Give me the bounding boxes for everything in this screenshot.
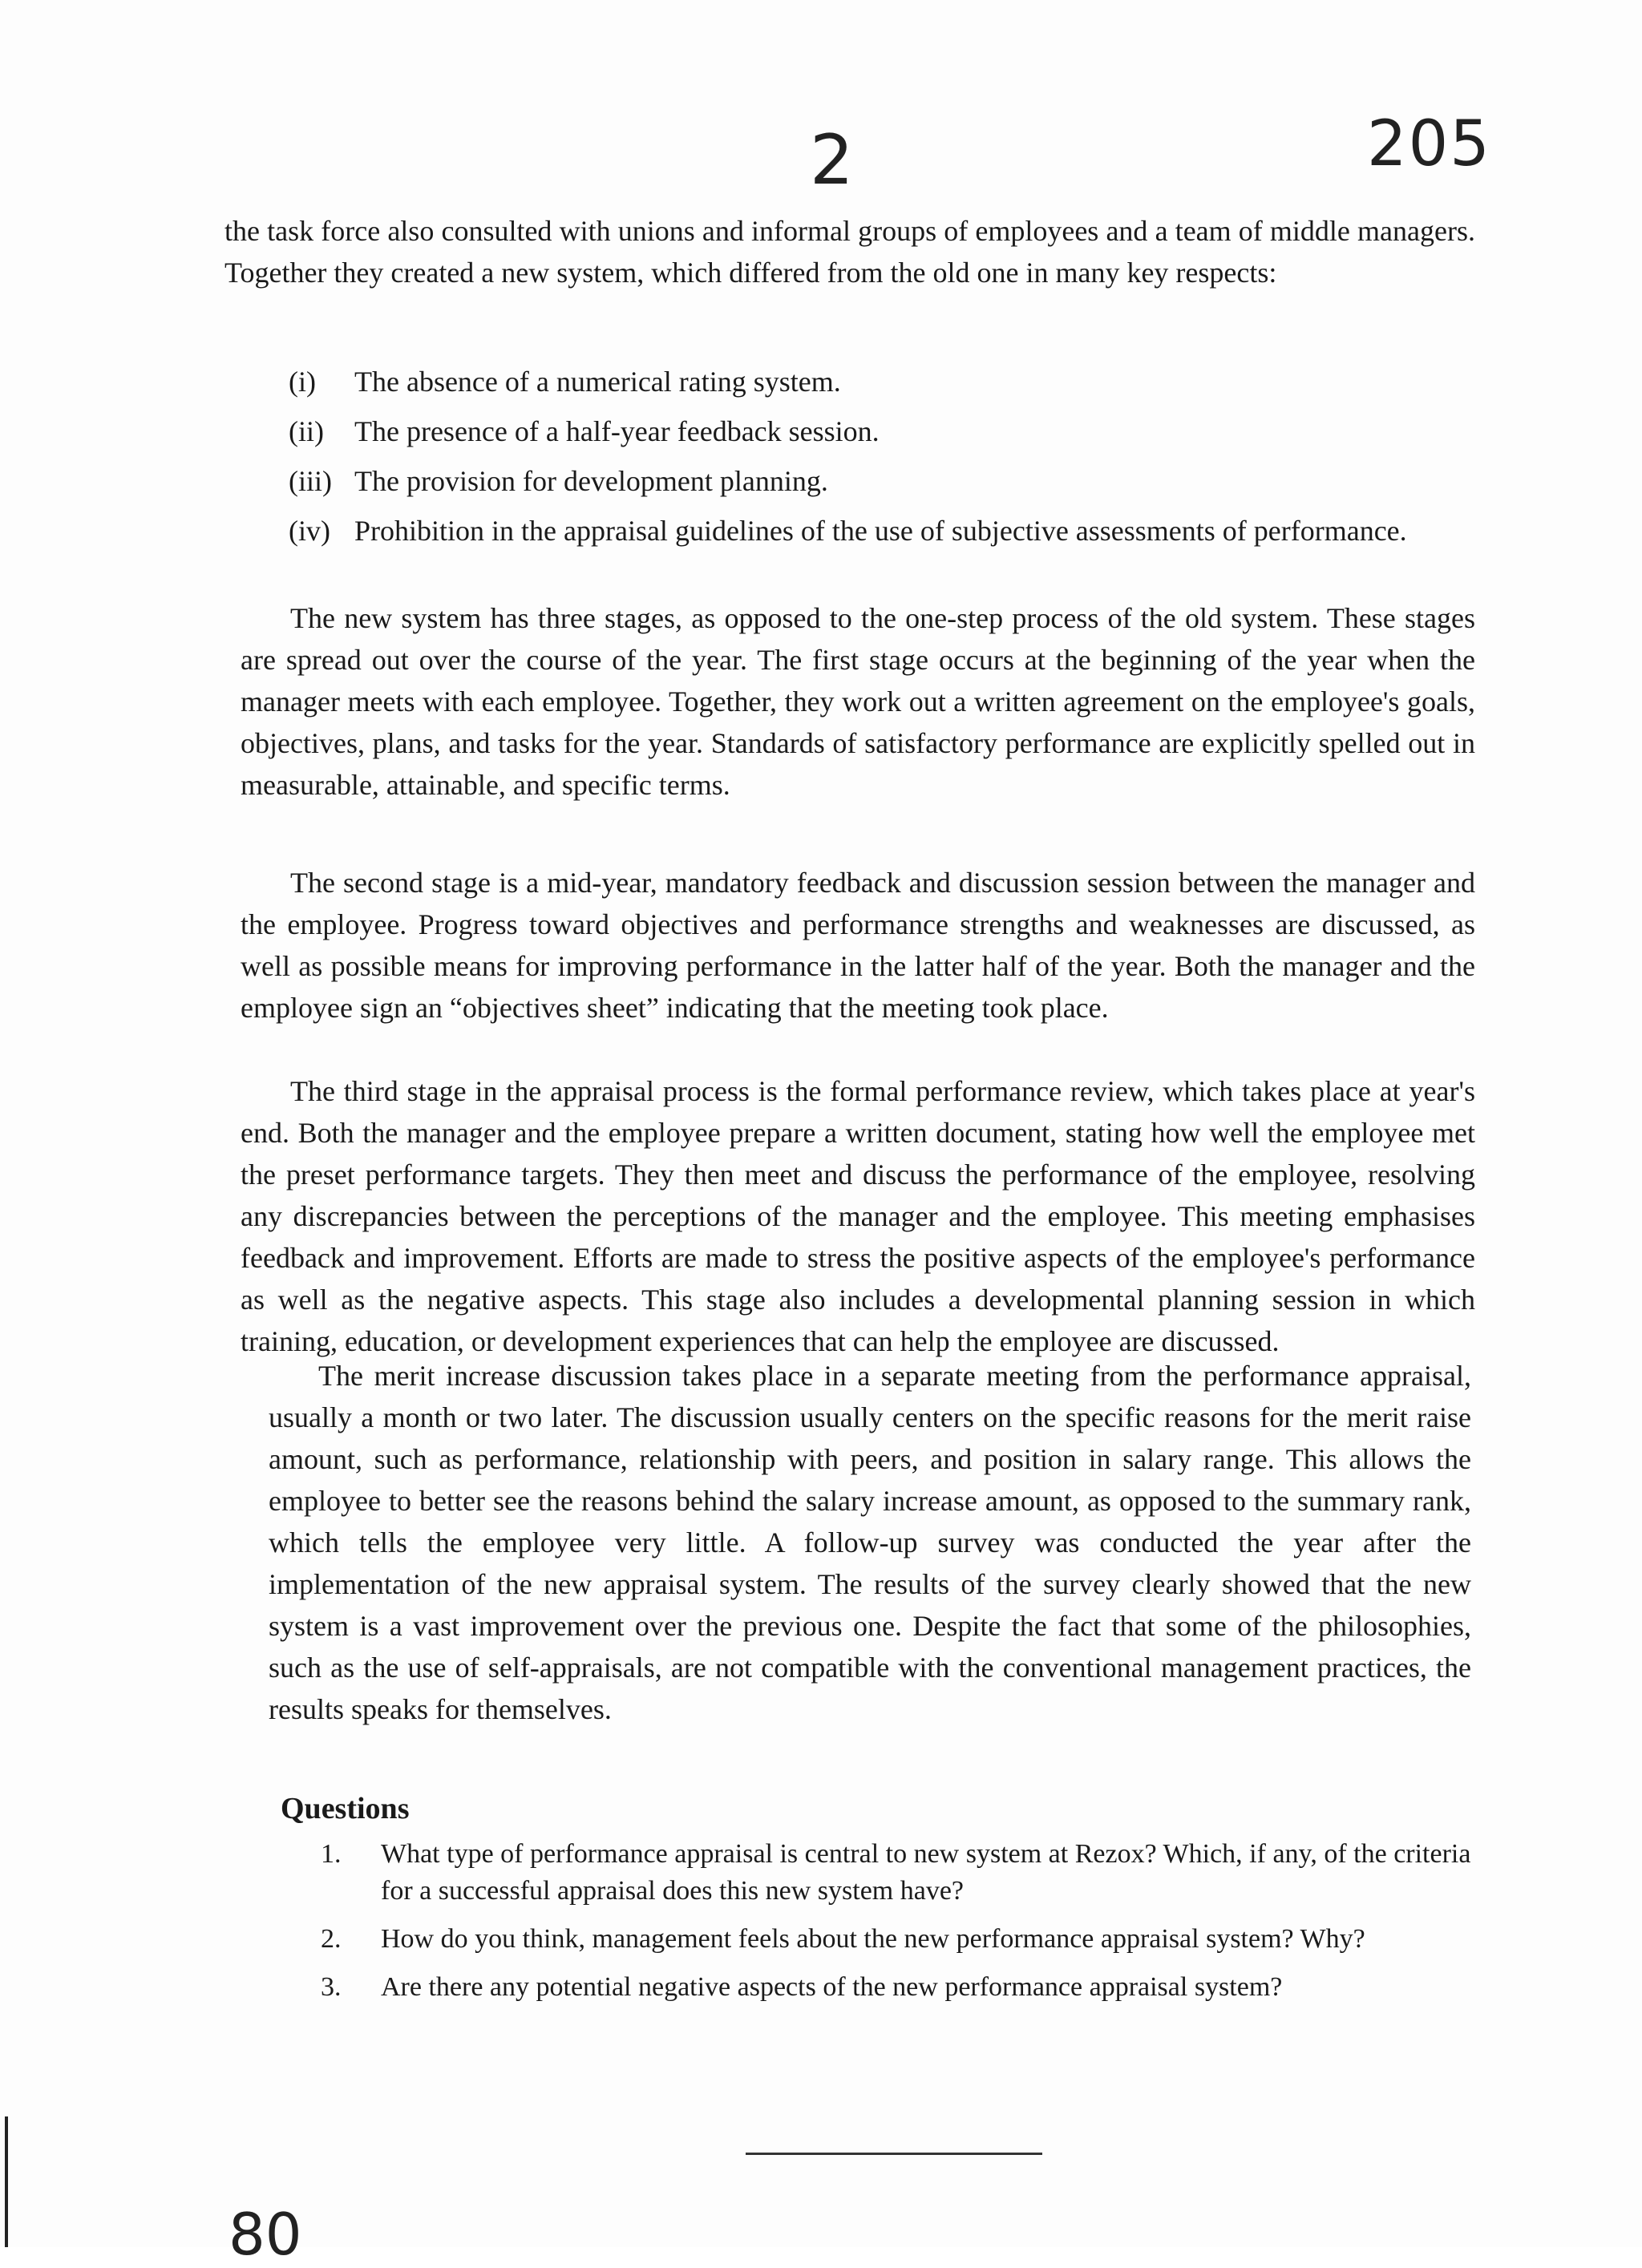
handwritten-page-number: 2 <box>810 120 854 200</box>
list-item <box>289 460 1475 502</box>
list-item <box>289 510 1475 552</box>
list-item <box>289 410 1475 452</box>
question-item <box>321 1836 1475 1910</box>
handwritten-reference-number: 205 <box>1367 108 1491 180</box>
margin-mark <box>5 2116 8 2247</box>
list-item-text: The presence of a half-year feedback session. <box>354 415 880 447</box>
handwritten-footer-note: 80 <box>229 2201 302 2268</box>
list-item-text: Prohibition in the appraisal guidelines of the use of subjective assessments of performance. <box>354 515 1407 547</box>
divider-line <box>746 2153 1042 2155</box>
questions-heading: Questions <box>281 1792 410 1825</box>
question-item <box>321 1921 1475 1958</box>
questions-list <box>321 1836 1475 2017</box>
respects-list <box>289 361 1475 560</box>
question-item <box>321 1969 1475 2006</box>
list-item-number: (iv) <box>289 515 330 547</box>
list-item-number: (iii) <box>289 465 332 497</box>
question-number: 2. <box>321 1924 342 1954</box>
list-item-number: (ii) <box>289 415 324 447</box>
question-text: Are there any potential negative aspects of the new performance appraisal system? <box>381 1972 1283 2002</box>
intro-paragraph: the task force also consulted with unions and informal groups of employees and a team of middle managers. Together they created a new system, which differed from the old one in many key respects: <box>224 215 1475 289</box>
question-number: 1. <box>321 1839 342 1869</box>
paragraph-second-stage: The second stage is a mid-year, mandatory feedback and discussion session between the manager and the employee. Progress toward objectives and performance strengths and weaknesses are discussed, as well as possible means for improving performance in the latter half of the year. Both the manager and the employee sign an “objectives sheet” indicating that the meeting took place. <box>241 867 1475 1024</box>
question-text: What type of performance appraisal is central to new system at Rezox? Which, if any, of the criteria for a successful appraisal does this new system have? <box>381 1839 1471 1906</box>
question-number: 3. <box>321 1972 342 2002</box>
paragraph-first-stage: The new system has three stages, as opposed to the one-step process of the old system. These stages are spread out over the course of the year. The first stage occurs at the beginning of the year when the manager meets with each employee. Together, they work out a written agreement on the employee's goals, objectives, plans, and tasks for the year. Standards of satisfactory performance are explicitly spelled out in measurable, attainable, and specific terms. <box>241 602 1475 801</box>
list-item-text: The provision for development planning. <box>354 465 828 497</box>
paragraph-merit-increase: The merit increase discussion takes place in a separate meeting from the performance appraisal, usually a month or two later. The discussion usually centers on the specific reasons for the merit raise amount, such as performance, relationship with peers, and position in salary range. This allows the employee to better see the reasons behind the salary increase amount, as opposed to the summary rank, which tells the employee very little. A follow-up survey was conducted the year after the implementation of the new appraisal system. The results of the survey clearly showed that the new system is a vast improvement over the previous one. Despite the fact that some of the philosophies, such as the use of self-appraisals, are not compatible with the conventional management practices, the results speaks for themselves. <box>269 1360 1471 1725</box>
paragraph-third-stage: The third stage in the appraisal process is the formal performance review, which takes place at year's end. Both the manager and the employee prepare a written document, stating how well the employee met the preset performance targets. They then meet and discuss the performance of the employee, resolving any discrepancies between the perceptions of the manager and the employee. This meeting emphasises feedback and improvement. Efforts are made to stress the positive aspects of the employee's performance as well as the negative aspects. This stage also includes a developmental planning session in which training, education, or development experiences that can help the employee are discussed. <box>241 1075 1475 1357</box>
list-item <box>289 361 1475 402</box>
list-item-number: (i) <box>289 366 316 398</box>
list-item-text: The absence of a numerical rating system. <box>354 366 841 398</box>
question-text: How do you think, management feels about the new performance appraisal system? Why? <box>381 1924 1365 1954</box>
